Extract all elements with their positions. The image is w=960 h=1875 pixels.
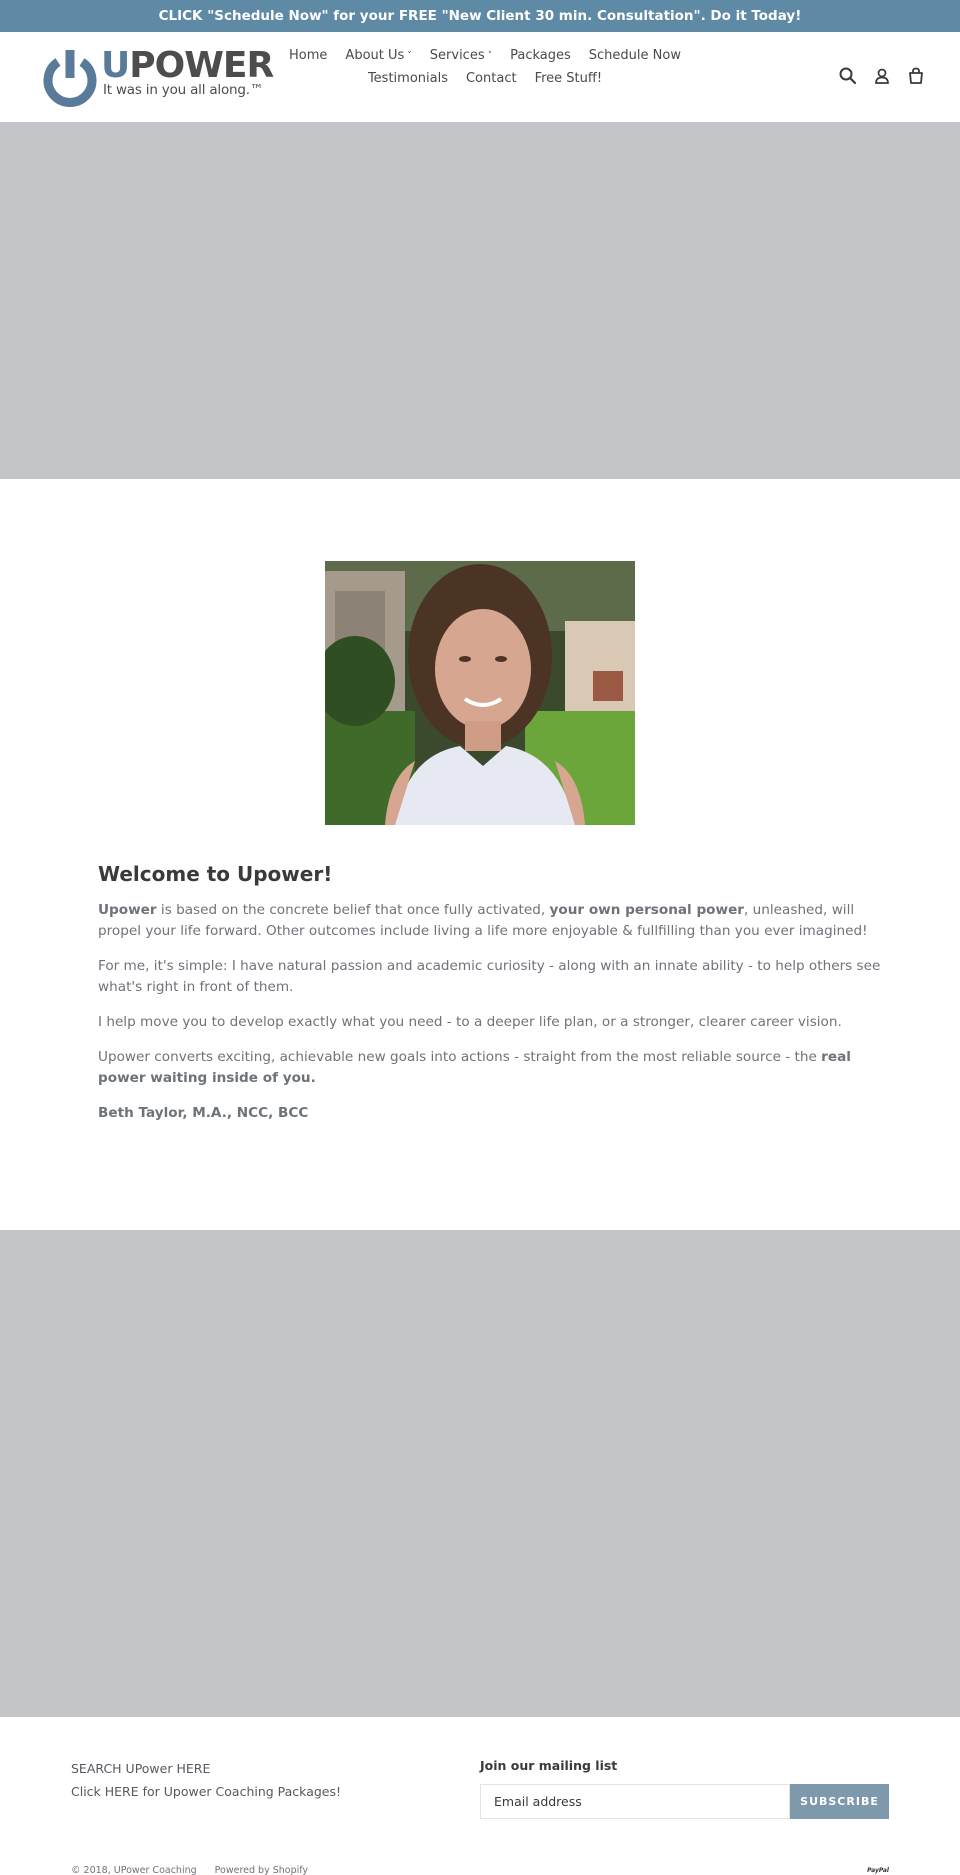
chevron-down-icon: ˅ [407, 51, 412, 61]
header-icons [838, 66, 926, 86]
footer-link-search[interactable]: SEARCH UPower HERE [71, 1761, 211, 1776]
nav-item-label: Free Stuff! [534, 71, 603, 86]
email-field[interactable] [480, 1784, 790, 1819]
nav-item-schedule-now[interactable] [589, 44, 681, 67]
signature: Beth Taylor, M.A., NCC, BCC [98, 1105, 309, 1121]
account-icon[interactable] [872, 66, 892, 86]
search-icon[interactable] [838, 66, 858, 86]
nav-item-label: Schedule Now [588, 48, 681, 63]
main-nav [270, 44, 700, 90]
mailing-list-title: Join our mailing list [480, 1758, 618, 1773]
portrait-photo [325, 561, 635, 825]
nav-item-label: Contact [465, 71, 517, 86]
nav-item-home[interactable] [289, 44, 327, 67]
powered-by[interactable]: Powered by Shopify [214, 1865, 309, 1875]
nav-item-label: Services [429, 48, 485, 63]
intro-paragraph: Upower is based on the concrete belief that once fully activated, your own personal power, unleashed, will propel your life forward. Other outcomes include living a life more enjoyable & fullfilling than you ever imagined! [98, 902, 868, 939]
footer-links [71, 1757, 341, 1803]
nav-item-label: Testimonials [367, 71, 448, 86]
site-footer [0, 1717, 960, 1875]
nav-row-1 [270, 44, 700, 67]
power-logo-icon [40, 46, 100, 108]
nav-item-label: Home [289, 48, 328, 63]
subscribe-button[interactable]: SUBSCRIBE [790, 1784, 889, 1819]
site-header [0, 32, 960, 122]
newsletter-form [480, 1784, 889, 1819]
copyright[interactable]: © 2018, UPower Coaching [71, 1865, 197, 1875]
nav-item-label: Packages [510, 48, 571, 63]
nav-item-about-us[interactable] [345, 44, 411, 67]
chevron-down-icon: ˅ [487, 51, 493, 61]
logo-wordmark: UPOWER [101, 45, 274, 86]
nav-item-services[interactable] [430, 44, 492, 67]
nav-item-packages[interactable] [510, 44, 571, 67]
nav-item-label: About Us [345, 48, 405, 63]
passion-paragraph: For me, it's simple: I have natural passion and academic curiosity - along with an innate ability - to help others see what's right in front of them. [98, 958, 881, 995]
image-band-placeholder [0, 1230, 960, 1717]
welcome-section [98, 862, 888, 1138]
nav-item-testimonials[interactable] [368, 67, 448, 90]
help-paragraph: I help move you to develop exactly what you need - to a deeper life plan, or a stronger, clearer career vision. [98, 1014, 842, 1030]
nav-row-2 [270, 67, 700, 90]
paypal-icon: PayPal [867, 1867, 889, 1874]
mailing-list [480, 1757, 889, 1819]
logo[interactable] [40, 45, 274, 108]
welcome-heading: Welcome to Upower! [98, 862, 333, 886]
cart-icon[interactable] [906, 66, 926, 86]
logo-tagline: It was in you all along.™ [103, 82, 264, 98]
footer-bottom [71, 1865, 308, 1875]
converts-paragraph: Upower converts exciting, achievable new goals into actions - straight from the most reliable source - the real power waiting inside of you. [98, 1049, 851, 1086]
announcement-bar[interactable]: CLICK "Schedule Now" for your FREE "New Client 30 min. Consultation". Do it Today! [0, 0, 960, 32]
nav-item-free-stuff[interactable] [535, 67, 602, 90]
footer-link-packages[interactable]: Click HERE for Upower Coaching Packages! [71, 1784, 342, 1799]
nav-item-contact[interactable] [466, 67, 517, 90]
hero-image-placeholder [0, 122, 960, 479]
